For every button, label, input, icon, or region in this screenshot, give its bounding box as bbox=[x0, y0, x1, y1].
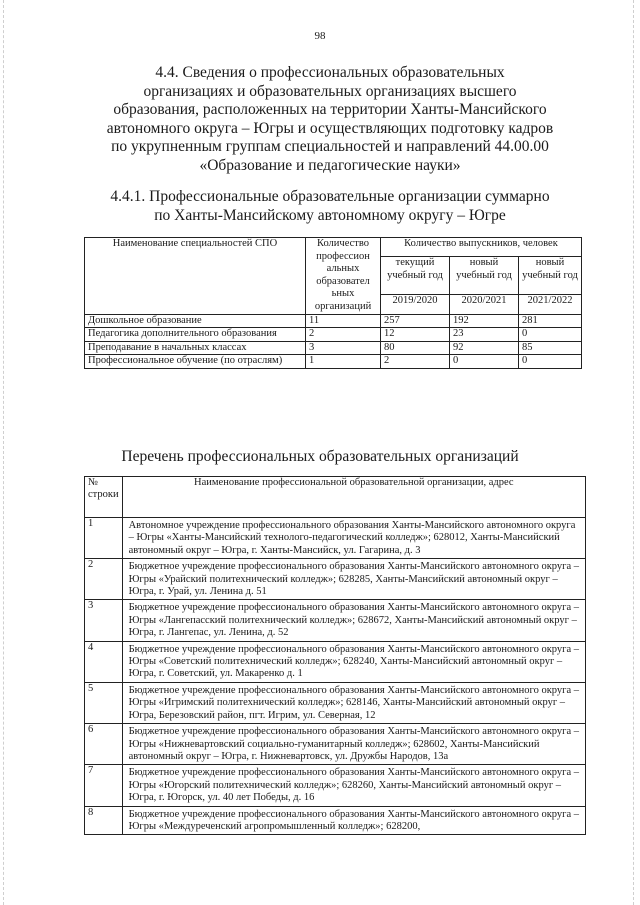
value-cell: 257 bbox=[381, 314, 450, 328]
row-number: 1 bbox=[85, 518, 123, 559]
page-number: 98 bbox=[314, 30, 326, 42]
organization-cell: Бюджетное учреждение профессионального образования Ханты-Мансийского автономного округа – Югры «Урайский политехнический колледж»; 628285, Ханты-Мансийский автономный округ – Югра, г. Урай, ул. Ленина д. 51 bbox=[122, 559, 585, 600]
table-row bbox=[85, 600, 586, 641]
sub-header-current: текущий учебный год bbox=[381, 257, 450, 295]
organization-cell: Бюджетное учреждение профессионального образования Ханты-Мансийского автономного округа – Югры «Нижневартовский социально-гуманитарный колледж»; 628602, Ханты-Мансийский автономный округ – Югра, г. Нижневартовск, ул. Дружбы Народов, 13а bbox=[122, 724, 585, 765]
count-cell: 3 bbox=[306, 341, 381, 355]
value-cell: 0 bbox=[519, 355, 582, 369]
row-number: 2 bbox=[85, 559, 123, 600]
table-row bbox=[85, 518, 586, 559]
value-cell: 12 bbox=[381, 328, 450, 342]
col-graduates-header: Количество выпускников, человек bbox=[381, 238, 582, 257]
section-heading bbox=[90, 64, 570, 176]
table-row bbox=[85, 341, 582, 355]
row-number: 4 bbox=[85, 641, 123, 682]
subheading-line: 4.4.1. Профессиональные образовательные организации суммарно bbox=[110, 188, 550, 205]
row-number: 5 bbox=[85, 682, 123, 723]
value-cell: 0 bbox=[450, 355, 519, 369]
specialty-cell: Профессиональное обучение (по отраслям) bbox=[85, 355, 306, 369]
row-number: 8 bbox=[85, 806, 123, 835]
value-cell: 23 bbox=[450, 328, 519, 342]
table-row bbox=[85, 559, 586, 600]
heading-line: образования, расположенных на территории Ханты-Мансийского bbox=[113, 101, 547, 119]
row-number: 6 bbox=[85, 724, 123, 765]
organization-cell: Бюджетное учреждение профессионального образования Ханты-Мансийского автономного округа – Югры «Игримский политехнический колледж»; 628146, Ханты-Мансийский автономный округ – Югра, Березовский район, пгт. Игрим, ул. Северная, 12 bbox=[122, 682, 585, 723]
organization-cell: Автономное учреждение профессионального образования Ханты-Мансийского автономного округа – Югры «Ханты-Мансийский технолого-педагогический колледж»; 628012, Ханты-Мансийский автономный округ – Югра, г. Ханты-Мансийск, ул. Гагарина, д. 3 bbox=[122, 518, 585, 559]
summary-table bbox=[84, 237, 582, 369]
list-title: Перечень профессиональных образовательных организаций bbox=[121, 448, 519, 465]
col-number-header: № строки bbox=[85, 477, 123, 518]
heading-line: «Образование и педагогические науки» bbox=[199, 156, 461, 174]
year-header: 2020/2021 bbox=[450, 295, 519, 315]
table-row bbox=[85, 765, 586, 806]
year-header: 2019/2020 bbox=[381, 295, 450, 315]
count-cell: 2 bbox=[306, 328, 381, 342]
value-cell: 80 bbox=[381, 341, 450, 355]
table-row bbox=[85, 328, 582, 342]
value-cell: 2 bbox=[381, 355, 450, 369]
table-row bbox=[85, 314, 582, 328]
col-count-header: Количество профессион альных образовател ьных организаций bbox=[306, 238, 381, 315]
specialty-cell: Дошкольное образование bbox=[85, 314, 306, 328]
organization-cell: Бюджетное учреждение профессионального образования Ханты-Мансийского автономного округа – Югры «Советский политехнический колледж»; 628240, Ханты-Мансийский автономный округ – Югра, г. Советский, ул. Макаренко д. 1 bbox=[122, 641, 585, 682]
table-row bbox=[85, 682, 586, 723]
heading-line: 4.4. Сведения о профессиональных образовательных bbox=[155, 64, 505, 81]
value-cell: 92 bbox=[450, 341, 519, 355]
sub-header-new: новый учебный год bbox=[450, 257, 519, 295]
year-header: 2021/2022 bbox=[519, 295, 582, 315]
col-name-header: Наименование профессиональной образовательной организации, адрес bbox=[122, 477, 585, 518]
heading-line: организациях и образовательных организациях высшего bbox=[143, 82, 517, 100]
organization-cell: Бюджетное учреждение профессионального образования Ханты-Мансийского автономного округа – Югры «Лангепасский политехнический колледж»; 628672, Ханты-Мансийский автономный округ – Югра, г. Лангепас, ул. Ленина, д. 52 bbox=[122, 600, 585, 641]
row-number: 7 bbox=[85, 765, 123, 806]
count-cell: 11 bbox=[306, 314, 381, 328]
heading-line: по укрупненным группам специальностей и направлений 44.00.00 bbox=[111, 138, 549, 156]
table-row bbox=[85, 641, 586, 682]
sub-header-new: новый учебный год bbox=[519, 257, 582, 295]
subheading-line: по Ханты-Мансийскому автономному округу – Югре bbox=[154, 206, 506, 224]
row-number: 3 bbox=[85, 600, 123, 641]
specialty-cell: Педагогика дополнительного образования bbox=[85, 328, 306, 342]
table-row bbox=[85, 806, 586, 835]
table-row bbox=[85, 724, 586, 765]
count-cell: 1 bbox=[306, 355, 381, 369]
organization-cell: Бюджетное учреждение профессионального образования Ханты-Мансийского автономного округа – Югры «Междуреченский агропромышленный колледж»; 628200, bbox=[122, 806, 585, 835]
col-specialty-header: Наименование специальностей СПО bbox=[85, 238, 306, 315]
organization-cell: Бюджетное учреждение профессионального образования Ханты-Мансийского автономного округа – Югры «Югорский политехнический колледж»; 628260, Ханты-Мансийский автономный округ – Югра, г. Югорск, ул. 40 лет Победы, д. 16 bbox=[122, 765, 585, 806]
table-row bbox=[85, 355, 582, 369]
subsection-heading bbox=[90, 188, 570, 225]
heading-line: автономного округа – Югры и осуществляющих подготовку кадров bbox=[106, 119, 554, 137]
specialty-cell: Преподавание в начальных классах bbox=[85, 341, 306, 355]
value-cell: 192 bbox=[450, 314, 519, 328]
organizations-table bbox=[84, 476, 586, 835]
value-cell: 85 bbox=[519, 341, 582, 355]
value-cell: 0 bbox=[519, 328, 582, 342]
value-cell: 281 bbox=[519, 314, 582, 328]
